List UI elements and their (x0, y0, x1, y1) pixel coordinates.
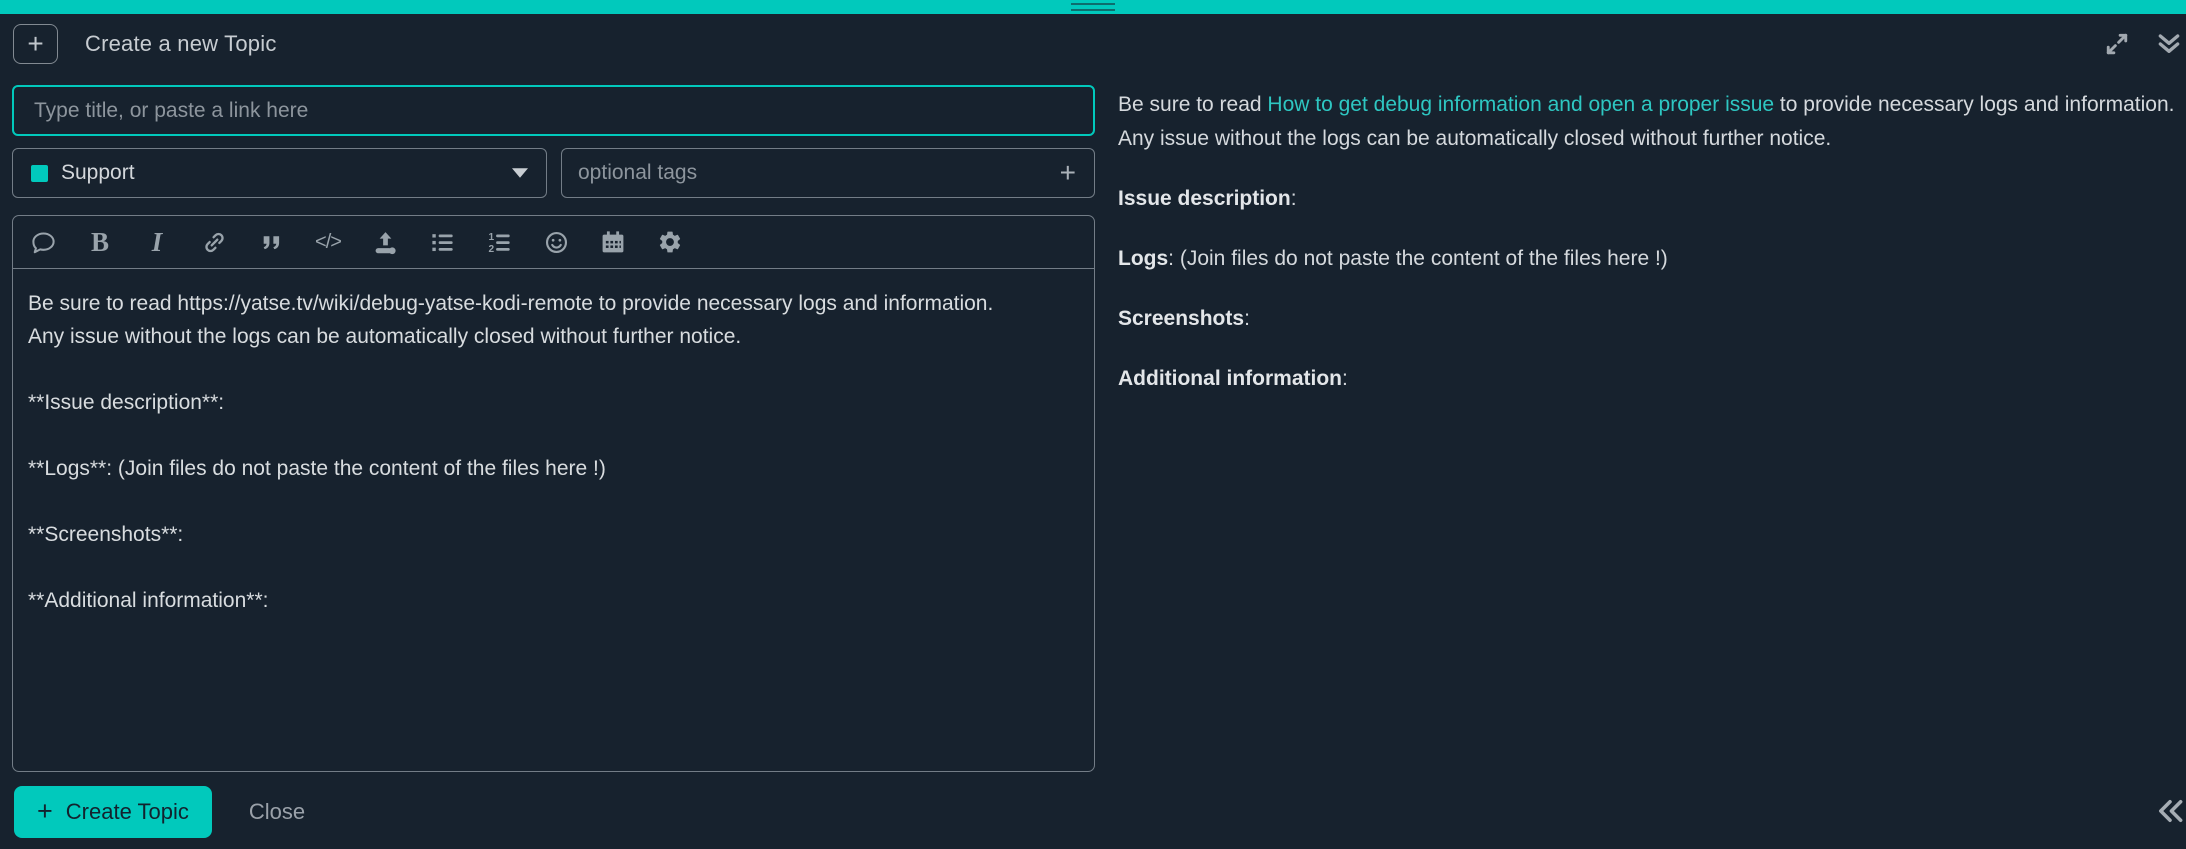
preview-section (1118, 242, 2186, 276)
composer-footer (14, 786, 305, 838)
create-topic-label: Create Topic (65, 799, 189, 824)
italic-icon: I (151, 226, 163, 257)
options-button[interactable] (650, 222, 690, 262)
preview-section (1118, 362, 2186, 396)
double-chevron-down-icon (2153, 28, 2185, 63)
debug-info-link[interactable]: How to get debug information and open a proper issue (1267, 93, 1775, 116)
bulleted-list-button[interactable] (422, 222, 462, 262)
emoji-button[interactable] (536, 222, 576, 262)
section-rest: : (1290, 187, 1297, 210)
upload-button[interactable] (365, 222, 405, 262)
preview-section (1118, 302, 2186, 336)
grippie-handle-icon[interactable] (1071, 3, 1115, 11)
preview-paragraph (1118, 88, 2186, 156)
smiley-face-icon (543, 229, 570, 256)
numbered-list-icon (486, 229, 513, 256)
tags-box[interactable] (561, 148, 1095, 198)
svg-text:2: 2 (487, 243, 494, 255)
code-brackets-icon: </> (315, 230, 341, 253)
quote-marks-icon (259, 230, 284, 255)
gear-icon (657, 229, 683, 255)
blockquote-button[interactable] (251, 222, 291, 262)
create-topic-button[interactable] (14, 786, 212, 838)
section-label: Screenshots (1118, 307, 1245, 330)
meta-row (12, 148, 1095, 198)
plus-icon: + (37, 795, 53, 826)
code-button[interactable] (308, 222, 348, 262)
section-rest: : (1341, 367, 1348, 390)
double-chevron-left-icon (2153, 794, 2186, 831)
preview-text: Be sure to read (1118, 93, 1268, 116)
markdown-editor (12, 215, 1095, 772)
category-label: Support (61, 161, 135, 184)
svg-text:1: 1 (487, 231, 494, 243)
calendar-icon (600, 229, 626, 255)
upload-icon (372, 229, 399, 256)
numbered-list-button[interactable] (479, 222, 519, 262)
preview-section (1118, 182, 2186, 216)
composer-header (13, 20, 2186, 68)
close-button[interactable]: Close (248, 799, 306, 824)
preview-text: Any issue without the logs can be automatically closed without further notice. (1118, 127, 1832, 150)
preview-pane (1118, 88, 2186, 422)
expand-composer-button[interactable] (2100, 28, 2134, 62)
section-rest: : (1244, 307, 1250, 330)
speech-bubble-icon (30, 229, 57, 256)
topic-title-input[interactable] (12, 85, 1095, 136)
composer-drag-bar[interactable] (0, 0, 2186, 14)
title-row (12, 85, 1095, 136)
insert-date-button[interactable] (593, 222, 633, 262)
bulleted-list-icon (429, 229, 456, 256)
expand-arrows-icon (2102, 29, 2132, 62)
optional-tags-input[interactable] (578, 161, 1060, 185)
section-label: Logs (1118, 247, 1169, 270)
italic-button[interactable] (137, 222, 177, 262)
category-color-badge (31, 165, 48, 182)
bold-icon: B (90, 226, 109, 257)
section-label: Issue description (1118, 187, 1291, 210)
quote-whole-post-button[interactable] (23, 222, 63, 262)
category-select[interactable] (12, 148, 547, 198)
section-label: Additional information (1118, 367, 1342, 390)
add-tag-plus-icon[interactable]: + (1059, 157, 1076, 188)
markdown-body-textarea[interactable] (13, 269, 1094, 771)
caret-down-icon (512, 168, 528, 178)
composer-title: Create a new Topic (85, 31, 277, 56)
hyperlink-button[interactable] (194, 222, 234, 262)
collapse-composer-button[interactable] (2152, 28, 2186, 62)
link-chain-icon (201, 229, 228, 256)
hide-preview-button[interactable] (2150, 792, 2186, 832)
plus-icon: + (13, 24, 58, 64)
editor-toolbar (13, 216, 1094, 269)
bold-button[interactable] (80, 222, 120, 262)
preview-text: to provide necessary logs and information. (1774, 93, 2175, 116)
section-rest: : (Join files do not paste the content of the files here !) (1168, 247, 1668, 270)
